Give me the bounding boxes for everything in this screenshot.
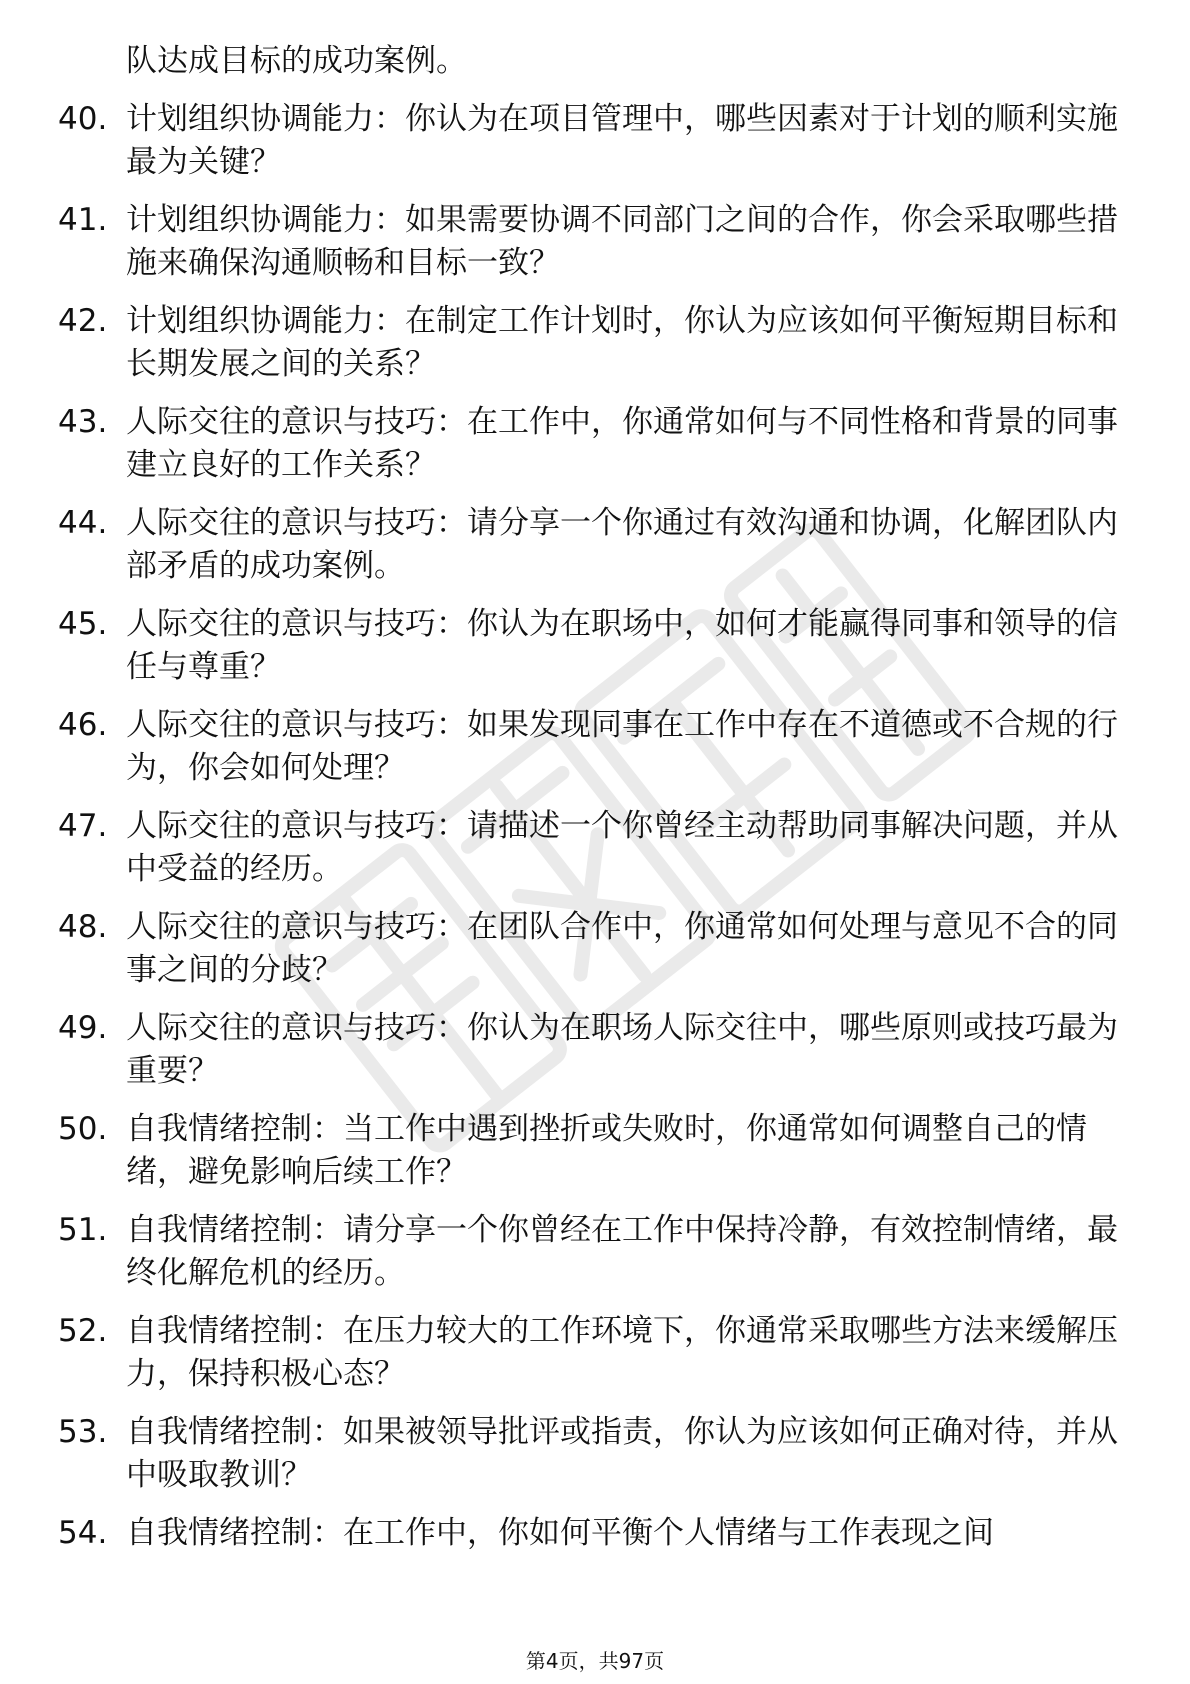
item-number: 47. bbox=[58, 808, 108, 844]
list-item bbox=[58, 1411, 1118, 1497]
list-item bbox=[58, 805, 1118, 891]
item-number: 40. bbox=[58, 101, 108, 137]
list-item bbox=[58, 1209, 1118, 1295]
item-number: 54. bbox=[58, 1515, 108, 1551]
item-text: 人际交往的意识与技巧：在团队合作中，你通常如何处理与意见不合的同事之间的分歧？ bbox=[126, 909, 1118, 988]
item-number: 50. bbox=[58, 1111, 108, 1147]
list-item bbox=[58, 300, 1118, 386]
list-item bbox=[58, 1310, 1118, 1396]
item-number: 45. bbox=[58, 606, 108, 642]
item-text: 自我情绪控制：当工作中遇到挫折或失败时，你通常如何调整自己的情绪，避免影响后续工作？ bbox=[126, 1111, 1087, 1190]
list-item bbox=[58, 401, 1118, 487]
item-number: 51. bbox=[58, 1212, 108, 1248]
item-text: 计划组织协调能力：在制定工作计划时，你认为应该如何平衡短期目标和长期发展之间的关系？ bbox=[126, 303, 1118, 382]
item-text: 人际交往的意识与技巧：你认为在职场中，如何才能赢得同事和领导的信任与尊重？ bbox=[126, 606, 1118, 685]
page-footer: 第4页，共97页 bbox=[525, 1649, 665, 1673]
item-text: 人际交往的意识与技巧：请描述一个你曾经主动帮助同事解决问题，并从中受益的经历。 bbox=[126, 808, 1118, 887]
item-number: 41. bbox=[58, 202, 108, 238]
list-item bbox=[58, 199, 1118, 285]
item-text: 人际交往的意识与技巧：如果发现同事在工作中存在不道德或不合规的行为，你会如何处理？ bbox=[126, 707, 1118, 786]
item-text: 计划组织协调能力：你认为在项目管理中，哪些因素对于计划的顺利实施最为关键？ bbox=[126, 101, 1118, 180]
item-number: 49. bbox=[58, 1010, 108, 1046]
item-text: 人际交往的意识与技巧：请分享一个你通过有效沟通和协调，化解团队内部矛盾的成功案例。 bbox=[126, 505, 1118, 584]
item-text: 自我情绪控制：如果被领导批评或指责，你认为应该如何正确对待，并从中吸取教训？ bbox=[126, 1414, 1118, 1493]
item-text: 计划组织协调能力：如果需要协调不同部门之间的合作，你会采取哪些措施来确保沟通顺畅和目标一致？ bbox=[126, 202, 1118, 281]
list-item bbox=[58, 906, 1118, 992]
item-number: 43. bbox=[58, 404, 108, 440]
item-number: 52. bbox=[58, 1313, 108, 1349]
item-number: 44. bbox=[58, 505, 108, 541]
item-number: 42. bbox=[58, 303, 108, 339]
list-item bbox=[58, 704, 1118, 790]
item-text: 人际交往的意识与技巧：在工作中，你通常如何与不同性格和背景的同事建立良好的工作关系？ bbox=[126, 404, 1118, 483]
item-number: 48. bbox=[58, 909, 108, 945]
list-item bbox=[58, 1108, 1118, 1194]
continued-text: 队达成目标的成功案例。 bbox=[126, 43, 467, 79]
item-number: 46. bbox=[58, 707, 108, 743]
list-item bbox=[58, 502, 1118, 588]
question-list bbox=[58, 40, 1118, 1570]
list-item bbox=[58, 1007, 1118, 1093]
item-text: 自我情绪控制：请分享一个你曾经在工作中保持冷静，有效控制情绪，最终化解危机的经历。 bbox=[126, 1212, 1118, 1291]
list-item bbox=[58, 603, 1118, 689]
item-text: 人际交往的意识与技巧：你认为在职场人际交往中，哪些原则或技巧最为重要？ bbox=[126, 1010, 1118, 1089]
item-text: 自我情绪控制：在工作中，你如何平衡个人情绪与工作表现之间 bbox=[126, 1515, 994, 1551]
item-number: 53. bbox=[58, 1414, 108, 1450]
list-item bbox=[58, 98, 1118, 184]
list-item bbox=[58, 1512, 1118, 1555]
item-text: 自我情绪控制：在压力较大的工作环境下，你通常采取哪些方法来缓解压力，保持积极心态？ bbox=[126, 1313, 1118, 1392]
